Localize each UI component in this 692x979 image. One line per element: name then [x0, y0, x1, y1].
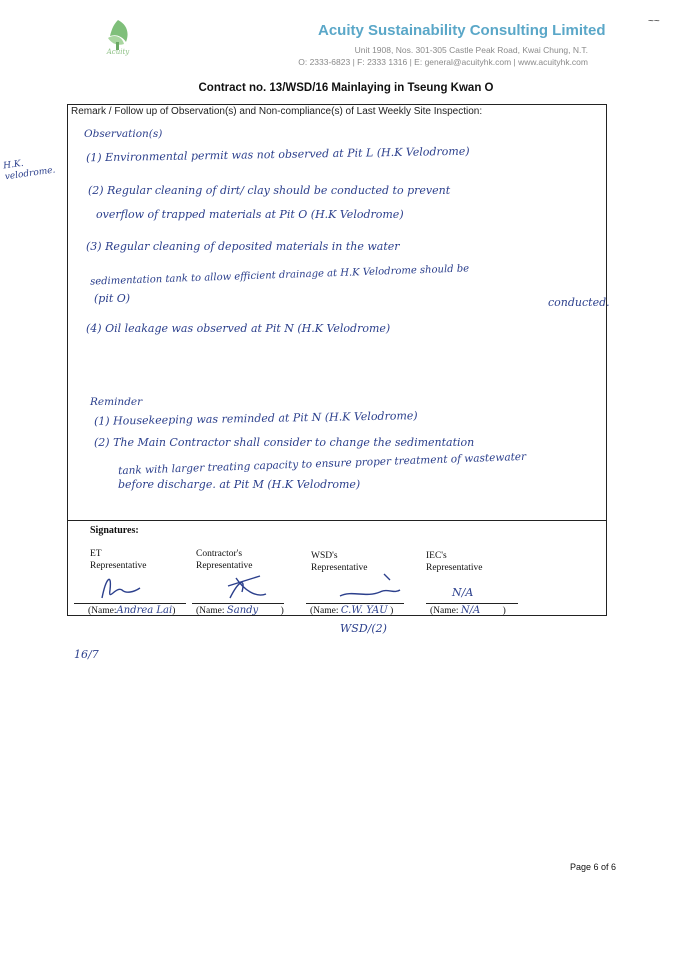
company-name: Acuity Sustainability Consulting Limited: [318, 22, 606, 39]
observation-line-5: sedimentation tank to allow efficient drainage at H.K Velodrome should be: [89, 263, 470, 288]
name-close: ): [172, 606, 176, 616]
name-underline-iec: [426, 603, 518, 604]
name-label: (Name:: [430, 606, 459, 616]
name-value: C.W. YAU: [340, 605, 388, 616]
observation-line-3: overflow of trapped materials at Pit O (H.K Velodrome): [96, 208, 404, 221]
name-et: [88, 605, 175, 616]
name-value: Sandy: [226, 605, 259, 616]
observation-line-6: (pit O): [94, 292, 131, 305]
remark-label: Remark / Follow up of Observation(s) and Non-compliance(s) of Last Weekly Site Inspection:: [71, 106, 483, 117]
name-label: (Name:: [196, 606, 225, 616]
contract-title: Contract no. 13/WSD/16 Mainlaying in Tseung Kwan O: [198, 82, 494, 94]
reminder-line-1: (1) Housekeeping was reminded at Pit N (H.K Velodrome): [93, 409, 418, 428]
et-signature: [102, 579, 140, 598]
wsd-note: WSD/(2): [340, 622, 387, 635]
reminder-line-2: (2) The Main Contractor shall consider to change the sedimentation: [94, 436, 475, 449]
reminder-heading: Reminder: [90, 396, 143, 408]
role-line2: Representative: [196, 561, 253, 571]
remarks-box: [67, 104, 607, 616]
role-line1: WSD's: [311, 551, 338, 561]
company-logo: [96, 16, 140, 68]
name-close: ): [280, 606, 284, 616]
observation-heading: Observation(s): [84, 128, 163, 140]
name-close: ): [390, 606, 394, 616]
role-line2: Representative: [311, 563, 368, 573]
name-underline-contractor: [192, 603, 284, 604]
name-iec: [430, 605, 506, 616]
address-line: Unit 1908, Nos. 301-305 Castle Peak Road, Kwai Chung, N.T.: [354, 45, 588, 55]
name-contractor: [196, 605, 284, 616]
name-close: ): [502, 606, 506, 616]
name-value: N/A: [460, 605, 481, 616]
name-value: Andrea Lai: [116, 605, 173, 616]
observation-line-2: (2) Regular cleaning of dirt/ clay should be conducted to prevent: [88, 184, 451, 197]
page-number: Page 6 of 6: [569, 862, 616, 872]
date-note: 16/7: [74, 648, 99, 661]
name-underline-wsd: [306, 603, 404, 604]
observation-line-7: conducted.: [548, 296, 610, 309]
name-label: (Name:: [310, 606, 339, 616]
name-wsd: [310, 605, 393, 616]
wsd-signature: [340, 574, 400, 596]
company-address: [298, 44, 588, 68]
observation-line-8: (4) Oil leakage was observed at Pit N (H.K Velodrome): [86, 322, 391, 335]
role-line1: IEC's: [426, 551, 447, 561]
corner-mark: ~~: [648, 16, 660, 27]
iec-signature: N/A: [452, 586, 474, 599]
reminder-line-4: before discharge. at Pit M (H.K Velodrome): [118, 478, 361, 491]
name-label: (Name:: [88, 606, 117, 616]
margin-note: H.K. velodrome.: [2, 158, 57, 183]
observation-line-1: (1) Environmental permit was not observed at Pit L (H.K Velodrome): [85, 144, 470, 165]
contact-line: O: 2333-6823 | F: 2333 1316 | E: general@acuityhk.com | www.acuityhk.com: [298, 57, 588, 67]
role-line1: Contractor's: [196, 549, 243, 559]
role-line2: Representative: [426, 563, 483, 573]
signatures-title: Signatures:: [90, 525, 139, 536]
reminder-line-3: tank with larger treating capacity to ensure proper treatment of wastewater: [117, 450, 527, 478]
observation-line-4: (3) Regular cleaning of deposited materials in the water: [86, 240, 400, 253]
role-line1: ET: [90, 549, 102, 559]
contractor-signature: [228, 576, 266, 598]
signature-divider: [67, 520, 607, 521]
name-underline-et: [74, 603, 186, 604]
logo-text: Acuity: [106, 48, 130, 56]
role-line2: Representative: [90, 561, 147, 571]
